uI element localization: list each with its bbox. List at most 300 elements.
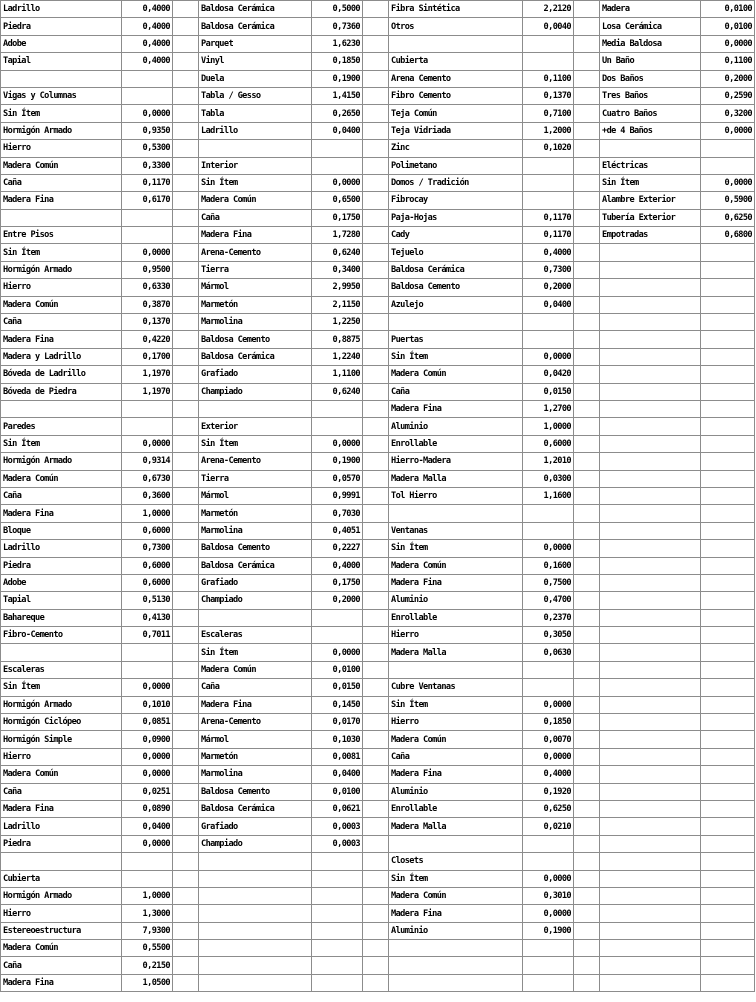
coefficient-cell[interactable]: 0,9991 [312, 487, 363, 504]
coefficient-cell[interactable]: 1,1100 [312, 366, 363, 383]
coefficient-cell[interactable]: 0,7030 [312, 505, 363, 522]
coefficient-cell[interactable] [122, 400, 173, 417]
item-label-cell[interactable]: Duela [199, 70, 312, 87]
coefficient-cell[interactable] [701, 453, 755, 470]
item-label-cell[interactable]: Sin Ítem [1, 244, 122, 261]
spacer-cell[interactable] [363, 470, 389, 487]
coefficient-cell[interactable]: 0,0100 [701, 1, 755, 18]
coefficient-cell[interactable]: 0,0000 [122, 105, 173, 122]
coefficient-cell[interactable]: 0,2370 [523, 609, 574, 626]
coefficient-cell[interactable]: 0,0400 [523, 296, 574, 313]
coefficient-cell[interactable] [523, 174, 574, 191]
spacer-cell[interactable] [173, 887, 199, 904]
item-label-cell[interactable]: Caña [199, 209, 312, 226]
coefficient-cell[interactable]: 0,5500 [122, 940, 173, 957]
spacer-cell[interactable] [173, 35, 199, 52]
item-label-cell[interactable]: Tierra [199, 261, 312, 278]
item-label-cell[interactable] [600, 400, 701, 417]
coefficient-cell[interactable]: 0,6250 [523, 800, 574, 817]
item-label-cell[interactable]: Caña [1, 783, 122, 800]
coefficient-cell[interactable]: 0,4000 [122, 35, 173, 52]
coefficient-cell[interactable]: 1,1970 [122, 366, 173, 383]
item-label-cell[interactable] [600, 470, 701, 487]
item-label-cell[interactable]: Tabla / Gesso [199, 87, 312, 104]
item-label-cell[interactable]: Tabla [199, 105, 312, 122]
item-label-cell[interactable]: Aluminio [389, 783, 523, 800]
coefficient-cell[interactable] [523, 192, 574, 209]
item-label-cell[interactable]: Hormigón Armado [1, 887, 122, 904]
spacer-cell[interactable] [363, 887, 389, 904]
item-label-cell[interactable]: Sin Ítem [199, 435, 312, 452]
coefficient-cell[interactable]: 0,0621 [312, 800, 363, 817]
spacer-cell[interactable] [363, 192, 389, 209]
coefficient-cell[interactable] [523, 853, 574, 870]
coefficient-cell[interactable]: 0,4700 [523, 592, 574, 609]
item-label-cell[interactable]: Sin Ítem [199, 174, 312, 191]
item-label-cell[interactable]: Tubería Exterior [600, 209, 701, 226]
spacer-cell[interactable] [574, 209, 600, 226]
item-label-cell[interactable]: Piedra [1, 18, 122, 35]
item-label-cell[interactable] [600, 818, 701, 835]
item-label-cell[interactable]: Parquet [199, 35, 312, 52]
coefficient-cell[interactable]: 0,6000 [122, 557, 173, 574]
spacer-cell[interactable] [363, 244, 389, 261]
item-label-cell[interactable] [600, 331, 701, 348]
item-label-cell[interactable]: Madera Fina [1, 800, 122, 817]
spacer-cell[interactable] [173, 383, 199, 400]
spacer-cell[interactable] [574, 296, 600, 313]
spacer-cell[interactable] [363, 940, 389, 957]
coefficient-cell[interactable] [701, 609, 755, 626]
coefficient-cell[interactable]: 0,6240 [312, 383, 363, 400]
item-label-cell[interactable]: Caña [1, 174, 122, 191]
spacer-cell[interactable] [363, 661, 389, 678]
spacer-cell[interactable] [173, 400, 199, 417]
coefficient-cell[interactable]: 2,9950 [312, 279, 363, 296]
coefficient-cell[interactable]: 0,7300 [523, 261, 574, 278]
coefficient-cell[interactable] [701, 766, 755, 783]
item-label-cell[interactable]: Piedra [1, 835, 122, 852]
item-label-cell[interactable]: Marmetón [199, 748, 312, 765]
item-label-cell[interactable] [600, 140, 701, 157]
spacer-cell[interactable] [173, 174, 199, 191]
coefficient-cell[interactable]: 0,0000 [701, 122, 755, 139]
coefficient-cell[interactable]: 0,2000 [523, 279, 574, 296]
item-label-cell[interactable]: Mármol [199, 487, 312, 504]
spacer-cell[interactable] [363, 157, 389, 174]
spacer-cell[interactable] [173, 540, 199, 557]
spacer-cell[interactable] [363, 383, 389, 400]
item-label-cell[interactable] [600, 783, 701, 800]
coefficient-cell[interactable] [701, 435, 755, 452]
spacer-cell[interactable] [363, 609, 389, 626]
item-label-cell[interactable]: Madera Malla [389, 818, 523, 835]
coefficient-cell[interactable] [122, 418, 173, 435]
item-label-cell[interactable] [600, 696, 701, 713]
item-label-cell[interactable]: Enrollable [389, 435, 523, 452]
coefficient-cell[interactable]: 0,2590 [701, 87, 755, 104]
item-label-cell[interactable]: Cubierta [389, 53, 523, 70]
coefficient-cell[interactable]: 0,0400 [312, 766, 363, 783]
spacer-cell[interactable] [574, 870, 600, 887]
spacer-cell[interactable] [363, 87, 389, 104]
spacer-cell[interactable] [363, 209, 389, 226]
item-label-cell[interactable]: Champiado [199, 592, 312, 609]
coefficient-cell[interactable]: 0,1750 [312, 209, 363, 226]
spacer-cell[interactable] [363, 174, 389, 191]
coefficient-cell[interactable]: 0,0000 [122, 748, 173, 765]
coefficient-cell[interactable]: 0,6000 [122, 522, 173, 539]
coefficient-cell[interactable]: 0,1600 [523, 557, 574, 574]
coefficient-cell[interactable]: 1,1970 [122, 383, 173, 400]
coefficient-cell[interactable] [523, 957, 574, 974]
item-label-cell[interactable]: Mármol [199, 279, 312, 296]
spacer-cell[interactable] [173, 279, 199, 296]
spacer-cell[interactable] [363, 487, 389, 504]
coefficient-cell[interactable]: 0,3300 [122, 157, 173, 174]
item-label-cell[interactable]: Sin Ítem [389, 540, 523, 557]
coefficient-cell[interactable]: 0,0081 [312, 748, 363, 765]
item-label-cell[interactable]: Madera Común [389, 887, 523, 904]
spacer-cell[interactable] [363, 818, 389, 835]
coefficient-cell[interactable]: 0,4000 [122, 18, 173, 35]
spacer-cell[interactable] [574, 766, 600, 783]
spacer-cell[interactable] [173, 922, 199, 939]
item-label-cell[interactable]: Zinc [389, 140, 523, 157]
coefficient-cell[interactable] [701, 627, 755, 644]
coefficient-cell[interactable] [701, 505, 755, 522]
item-label-cell[interactable]: Baldosa Cerámica [199, 1, 312, 18]
coefficient-cell[interactable]: 0,0900 [122, 731, 173, 748]
spacer-cell[interactable] [574, 1, 600, 18]
spacer-cell[interactable] [574, 905, 600, 922]
spacer-cell[interactable] [574, 35, 600, 52]
coefficient-cell[interactable]: 0,5300 [122, 140, 173, 157]
coefficient-cell[interactable]: 0,0000 [122, 435, 173, 452]
item-label-cell[interactable]: Madera Fina [389, 574, 523, 591]
coefficient-cell[interactable]: 0,0000 [701, 174, 755, 191]
spacer-cell[interactable] [574, 331, 600, 348]
spacer-cell[interactable] [173, 853, 199, 870]
spacer-cell[interactable] [173, 157, 199, 174]
coefficient-cell[interactable] [523, 522, 574, 539]
spacer-cell[interactable] [363, 227, 389, 244]
item-label-cell[interactable]: Azulejo [389, 296, 523, 313]
coefficient-cell[interactable] [122, 209, 173, 226]
item-label-cell[interactable]: Estereoestructura [1, 922, 122, 939]
coefficient-cell[interactable]: 0,1850 [312, 53, 363, 70]
coefficient-cell[interactable]: 0,7100 [523, 105, 574, 122]
item-label-cell[interactable]: Adobe [1, 35, 122, 52]
spacer-cell[interactable] [363, 627, 389, 644]
item-label-cell[interactable]: Madera Común [199, 661, 312, 678]
spacer-cell[interactable] [363, 348, 389, 365]
coefficient-cell[interactable] [312, 418, 363, 435]
item-label-cell[interactable]: Tierra [199, 470, 312, 487]
item-label-cell[interactable]: Vigas y Columnas [1, 87, 122, 104]
spacer-cell[interactable] [574, 18, 600, 35]
coefficient-cell[interactable] [701, 418, 755, 435]
spacer-cell[interactable] [363, 261, 389, 278]
coefficient-cell[interactable] [701, 922, 755, 939]
coefficient-cell[interactable] [312, 922, 363, 939]
spacer-cell[interactable] [173, 748, 199, 765]
spacer-cell[interactable] [173, 800, 199, 817]
coefficient-cell[interactable] [312, 974, 363, 991]
item-label-cell[interactable]: Ladrillo [1, 540, 122, 557]
coefficient-cell[interactable]: 0,1750 [312, 574, 363, 591]
coefficient-cell[interactable]: 0,1900 [312, 453, 363, 470]
spacer-cell[interactable] [574, 157, 600, 174]
spacer-cell[interactable] [173, 731, 199, 748]
coefficient-cell[interactable]: 7,9300 [122, 922, 173, 939]
item-label-cell[interactable]: Sin Ítem [1, 435, 122, 452]
coefficient-cell[interactable]: 0,3600 [122, 487, 173, 504]
coefficient-cell[interactable] [701, 853, 755, 870]
spacer-cell[interactable] [574, 53, 600, 70]
item-label-cell[interactable]: Madera Fina [199, 227, 312, 244]
coefficient-cell[interactable]: 0,0000 [312, 644, 363, 661]
coefficient-cell[interactable]: 0,3870 [122, 296, 173, 313]
spacer-cell[interactable] [574, 522, 600, 539]
item-label-cell[interactable]: Champiado [199, 383, 312, 400]
coefficient-cell[interactable]: 1,4150 [312, 87, 363, 104]
item-label-cell[interactable]: Caña [389, 383, 523, 400]
coefficient-cell[interactable] [701, 748, 755, 765]
coefficient-cell[interactable]: 0,0300 [523, 470, 574, 487]
item-label-cell[interactable] [600, 418, 701, 435]
item-label-cell[interactable]: Hormigón Armado [1, 453, 122, 470]
item-label-cell[interactable] [389, 974, 523, 991]
item-label-cell[interactable]: Hormigón Armado [1, 122, 122, 139]
coefficient-cell[interactable]: 0,0000 [122, 679, 173, 696]
coefficient-cell[interactable]: 0,4051 [312, 522, 363, 539]
item-label-cell[interactable]: Grafiado [199, 574, 312, 591]
coefficient-cell[interactable]: 0,0000 [523, 905, 574, 922]
coefficient-cell[interactable] [701, 261, 755, 278]
spacer-cell[interactable] [363, 296, 389, 313]
spacer-cell[interactable] [574, 714, 600, 731]
spacer-cell[interactable] [574, 818, 600, 835]
item-label-cell[interactable]: Baldosa Cerámica [389, 261, 523, 278]
item-label-cell[interactable]: Interior [199, 157, 312, 174]
item-label-cell[interactable] [600, 905, 701, 922]
coefficient-cell[interactable]: 0,0100 [701, 18, 755, 35]
item-label-cell[interactable]: Baldosa Cerámica [199, 557, 312, 574]
spacer-cell[interactable] [363, 435, 389, 452]
spacer-cell[interactable] [173, 331, 199, 348]
item-label-cell[interactable] [600, 887, 701, 904]
item-label-cell[interactable]: Hormigón Ciclópeo [1, 714, 122, 731]
item-label-cell[interactable]: Grafiado [199, 366, 312, 383]
item-label-cell[interactable]: Hierro [1, 140, 122, 157]
coefficient-cell[interactable]: 0,1370 [523, 87, 574, 104]
item-label-cell[interactable] [389, 35, 523, 52]
spacer-cell[interactable] [574, 592, 600, 609]
item-label-cell[interactable] [600, 574, 701, 591]
coefficient-cell[interactable] [312, 887, 363, 904]
item-label-cell[interactable] [600, 540, 701, 557]
spacer-cell[interactable] [173, 696, 199, 713]
coefficient-cell[interactable]: 0,2000 [312, 592, 363, 609]
item-label-cell[interactable] [199, 870, 312, 887]
coefficient-cell[interactable] [701, 331, 755, 348]
coefficient-cell[interactable]: 0,6730 [122, 470, 173, 487]
item-label-cell[interactable]: Madera Común [1, 470, 122, 487]
coefficient-cell[interactable]: 0,0070 [523, 731, 574, 748]
spacer-cell[interactable] [574, 783, 600, 800]
coefficient-cell[interactable]: 1,0500 [122, 974, 173, 991]
spacer-cell[interactable] [173, 227, 199, 244]
coefficient-cell[interactable] [701, 887, 755, 904]
coefficient-cell[interactable]: 0,2227 [312, 540, 363, 557]
coefficient-cell[interactable] [701, 714, 755, 731]
spacer-cell[interactable] [363, 783, 389, 800]
spacer-cell[interactable] [173, 366, 199, 383]
spacer-cell[interactable] [173, 574, 199, 591]
coefficient-cell[interactable]: 0,0150 [523, 383, 574, 400]
coefficient-cell[interactable] [701, 800, 755, 817]
coefficient-cell[interactable] [312, 400, 363, 417]
item-label-cell[interactable] [600, 748, 701, 765]
item-label-cell[interactable]: Aluminio [389, 592, 523, 609]
item-label-cell[interactable]: Caña [1, 957, 122, 974]
coefficient-cell[interactable] [701, 348, 755, 365]
spacer-cell[interactable] [173, 244, 199, 261]
item-label-cell[interactable]: Grafiado [199, 818, 312, 835]
spacer-cell[interactable] [363, 748, 389, 765]
item-label-cell[interactable]: Fibra Sintética [389, 1, 523, 18]
coefficient-cell[interactable] [312, 957, 363, 974]
item-label-cell[interactable]: Marmetón [199, 505, 312, 522]
spacer-cell[interactable] [363, 400, 389, 417]
item-label-cell[interactable]: Madera Fina [1, 974, 122, 991]
spacer-cell[interactable] [574, 470, 600, 487]
spacer-cell[interactable] [363, 557, 389, 574]
coefficient-cell[interactable]: 0,0000 [523, 348, 574, 365]
spacer-cell[interactable] [363, 331, 389, 348]
item-label-cell[interactable] [600, 261, 701, 278]
item-label-cell[interactable] [600, 453, 701, 470]
spacer-cell[interactable] [574, 853, 600, 870]
spacer-cell[interactable] [173, 957, 199, 974]
item-label-cell[interactable]: Aluminio [389, 922, 523, 939]
item-label-cell[interactable]: Baldosa Cerámica [199, 800, 312, 817]
item-label-cell[interactable]: Caña [1, 487, 122, 504]
item-label-cell[interactable]: Madera Común [199, 192, 312, 209]
coefficient-cell[interactable]: 0,7500 [523, 574, 574, 591]
spacer-cell[interactable] [363, 314, 389, 331]
coefficient-cell[interactable]: 0,0251 [122, 783, 173, 800]
spacer-cell[interactable] [363, 592, 389, 609]
spacer-cell[interactable] [173, 314, 199, 331]
spacer-cell[interactable] [173, 592, 199, 609]
item-label-cell[interactable]: Baldosa Cemento [199, 540, 312, 557]
spacer-cell[interactable] [574, 540, 600, 557]
item-label-cell[interactable]: Madera Común [1, 157, 122, 174]
spacer-cell[interactable] [173, 140, 199, 157]
coefficient-cell[interactable]: 0,1100 [523, 70, 574, 87]
coefficient-cell[interactable] [701, 383, 755, 400]
item-label-cell[interactable]: Marmolina [199, 766, 312, 783]
coefficient-cell[interactable]: 0,4000 [523, 244, 574, 261]
item-label-cell[interactable]: Madera Común [1, 296, 122, 313]
item-label-cell[interactable]: Adobe [1, 574, 122, 591]
coefficient-cell[interactable]: 0,9500 [122, 261, 173, 278]
coefficient-cell[interactable] [122, 644, 173, 661]
item-label-cell[interactable] [600, 957, 701, 974]
item-label-cell[interactable] [600, 522, 701, 539]
item-label-cell[interactable] [600, 383, 701, 400]
item-label-cell[interactable]: Madera Fina [389, 400, 523, 417]
item-label-cell[interactable]: Madera Común [389, 366, 523, 383]
item-label-cell[interactable] [199, 609, 312, 626]
spacer-cell[interactable] [574, 574, 600, 591]
item-label-cell[interactable]: Hormigón Simple [1, 731, 122, 748]
spacer-cell[interactable] [363, 957, 389, 974]
spacer-cell[interactable] [574, 400, 600, 417]
spacer-cell[interactable] [363, 853, 389, 870]
spacer-cell[interactable] [363, 696, 389, 713]
item-label-cell[interactable]: Madera Común [389, 731, 523, 748]
coefficient-cell[interactable]: 1,2010 [523, 453, 574, 470]
item-label-cell[interactable]: Mármol [199, 731, 312, 748]
spacer-cell[interactable] [574, 679, 600, 696]
spacer-cell[interactable] [363, 70, 389, 87]
coefficient-cell[interactable]: 0,5000 [312, 1, 363, 18]
coefficient-cell[interactable]: 1,2250 [312, 314, 363, 331]
spacer-cell[interactable] [363, 644, 389, 661]
item-label-cell[interactable]: Dos Baños [600, 70, 701, 87]
coefficient-cell[interactable]: 0,4220 [122, 331, 173, 348]
item-label-cell[interactable]: Arena-Cemento [199, 714, 312, 731]
spacer-cell[interactable] [574, 122, 600, 139]
spacer-cell[interactable] [574, 70, 600, 87]
coefficient-cell[interactable]: 1,0000 [122, 505, 173, 522]
coefficient-cell[interactable]: 0,6250 [701, 209, 755, 226]
coefficient-cell[interactable] [701, 940, 755, 957]
spacer-cell[interactable] [574, 105, 600, 122]
item-label-cell[interactable]: Tapial [1, 53, 122, 70]
coefficient-cell[interactable] [701, 557, 755, 574]
item-label-cell[interactable] [199, 887, 312, 904]
spacer-cell[interactable] [574, 800, 600, 817]
item-label-cell[interactable]: Madera Fina [389, 905, 523, 922]
coefficient-cell[interactable] [523, 314, 574, 331]
item-label-cell[interactable]: Ladrillo [199, 122, 312, 139]
coefficient-cell[interactable] [312, 940, 363, 957]
item-label-cell[interactable] [600, 940, 701, 957]
spacer-cell[interactable] [173, 661, 199, 678]
item-label-cell[interactable] [199, 400, 312, 417]
spacer-cell[interactable] [363, 574, 389, 591]
coefficient-cell[interactable]: 0,0100 [312, 661, 363, 678]
coefficient-cell[interactable] [523, 53, 574, 70]
coefficient-cell[interactable] [523, 661, 574, 678]
spacer-cell[interactable] [363, 505, 389, 522]
spacer-cell[interactable] [173, 679, 199, 696]
coefficient-cell[interactable]: 1,7280 [312, 227, 363, 244]
coefficient-cell[interactable]: 0,0003 [312, 835, 363, 852]
coefficient-cell[interactable] [312, 609, 363, 626]
coefficient-cell[interactable]: 0,0420 [523, 366, 574, 383]
coefficient-cell[interactable]: 1,0000 [122, 887, 173, 904]
item-label-cell[interactable]: Enrollable [389, 800, 523, 817]
coefficient-cell[interactable]: 0,5900 [701, 192, 755, 209]
coefficient-cell[interactable]: 0,4000 [122, 1, 173, 18]
coefficient-cell[interactable]: 0,3200 [701, 105, 755, 122]
item-label-cell[interactable]: Tres Baños [600, 87, 701, 104]
